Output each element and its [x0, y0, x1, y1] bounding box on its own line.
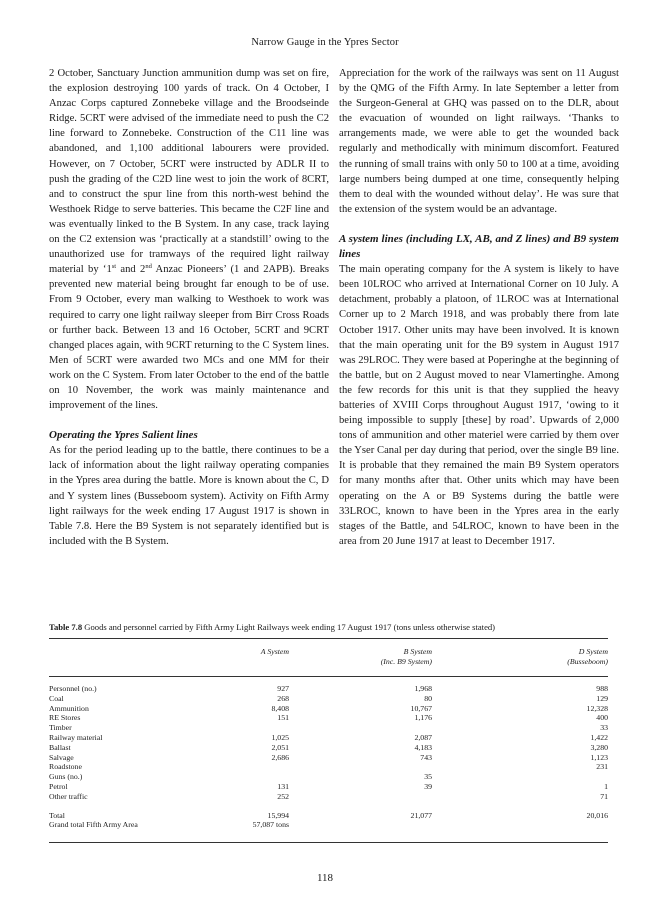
running-title: Narrow Gauge in the Ypres Sector [251, 37, 399, 48]
right-paragraph-2: The main operating company for the A system is likely to have been 10LROC who arrived at International Corner on 10 July. A detachment, probably a platoon, of 1LROC was at International Corner up to 2 March 1918, and was probably there from late October 1917. Other units may have been involved. It is known that the main operating unit for the B9 system in August 1917 was 29LROC. They were based at Poperinghe at the beginning of the battle, but on 2 August moved to near Vlamertinghe. Among the few records for this unit is that they supplied the heavy batteries of XVIII Corps throughout August 1917, ‘owing to it being impossible to supply [these] by road’. Upwards of 2,000 tons of ammunition and other materiel were carried by them over the Yser Canal per day during that period, over the single B9 line. It is probable that they remained the main B9 System operators for many months after that. Other units which may have been operating on the A or B9 Systems during the battle were 33LROC, known to have been in the Ypres area in the early stages of the Battle, and 54LROC, known to have been in the area from 20 June 1917 at least to December 1917. [339, 264, 619, 547]
table-row: Guns (no.) 35 [49, 772, 432, 782]
column-header-b-system: B System (Inc. B9 System) [380, 647, 432, 666]
left-column [49, 66, 329, 549]
table-row: Salvage 2,686 743 1,123 [49, 752, 608, 762]
table-row: Roadstone 231 [49, 762, 608, 772]
table-caption: Table 7.8 Goods and personnel carried by Fifth Army Light Railways week ending 17 August 1917 (tons unless otherwise stated) [49, 622, 496, 632]
left-paragraph-1: 2 October, Sanctuary Junction ammunition dump was set on fire, the explosion destroying 100 yards of track. On 4 October, I Anzac Corps captured Zonnebeke village and the Broodseinde Ridge. 5CRT were advised of the immediate need to push the C2 line forward to Zonnebeke. Construction of the C11 line was abandoned, and 1,100 additional labourers were provided. However, on 7 October, 5CRT were instructed by ADLR II to push the grading of the C2D line west to join the work of 8CRT, and to construct the spur line from this north-west behind the Westhoek Ridge to serve batteries. This became the C2F line and was eventually linked to the B System. In any case, track laying on the C2 extension was ‘practically at a standstill’ owing to the unauthorized use for tramways of the required light railway material by ‘1st and 2nd Anzac Pioneers’ (1 and 2APB). Breaks prevented new material being brought far enough to be of use. From 9 October, every man walking to Westhoek to work was required to carry one light railway sleeper from Birr Cross Roads or further back. Between 13 and 16 October, 5CRT and 9CRT changed places again, with 9CRT returning to the C System lines. Men of 5CRT were awarded two MCs and one MM for their work on the C System. From later October to the end of the battle on 10 November, the work was mainly maintenance and improvement of the lines. [49, 68, 329, 412]
right-paragraph-1: Appreciation for the work of the railways was sent on 11 August by the QMG of the Fifth Army. In late September a letter from the Surgeon-General at GHQ was passed on to the DLR, about the evacuation of wounded on light railways. ‘Thanks to arrangements made, we were able to get the wounded back regularly and methodically with minimum discomfort. Featured the running of small trains with only 50 to 100 at a time, avoiding large numbers being dumped at one time, consequently helping them to deal with the wounded without delay’. He was sure that the extension of the system would be an advantage. [339, 68, 619, 215]
table-row: Petrol 131 39 1 [49, 781, 608, 791]
left-paragraph-2: As for the period leading up to the battle, there continues to be a lack of information about the light railway operating companies in the Ypres area during the battle. More is known about the C, D and Y system lines (Busseboom system). Activity on Fifth Army light railways for the week ending 17 August 1917 is shown in Table 7.8. Here the B9 System is not separately identified but is included with the B System. [49, 445, 329, 547]
page-number: 118 [316, 872, 334, 884]
table-row: Timber 33 [49, 723, 608, 733]
table-row: Railway material 1,025 2,087 1,422 [49, 732, 608, 742]
table-header-row [49, 647, 608, 676]
table-top-rule [49, 638, 608, 639]
table-bottom-rule [49, 842, 608, 843]
table-row: RE Stores 151 1,176 400 [49, 713, 608, 723]
table-row: Ammunition 8,408 10,767 12,328 [49, 703, 608, 713]
right-column [339, 66, 619, 549]
table-row: Other traffic 252 71 [49, 791, 608, 801]
table-total-row: Total 15,994 21,077 20,016 [49, 810, 608, 820]
column-header-d-system: D System (Busseboom) [567, 647, 608, 666]
section-heading-operating: Operating the Ypres Salient lines [49, 429, 198, 442]
column-header-a-system: A System [260, 647, 289, 656]
table-row: Ballast 2,051 4,183 3,280 [49, 742, 608, 752]
table-row: Coal 268 80 129 [49, 693, 608, 703]
table-row: Personnel (no.) 927 1,968 988 [49, 684, 608, 693]
goods-table [49, 647, 608, 830]
section-heading-a-system: A system lines (including LX, AB, and Z lines) and B9 system lines [339, 232, 619, 261]
table-grand-total-row: Grand total Fifth Army Area 57,087 tons [49, 820, 289, 830]
